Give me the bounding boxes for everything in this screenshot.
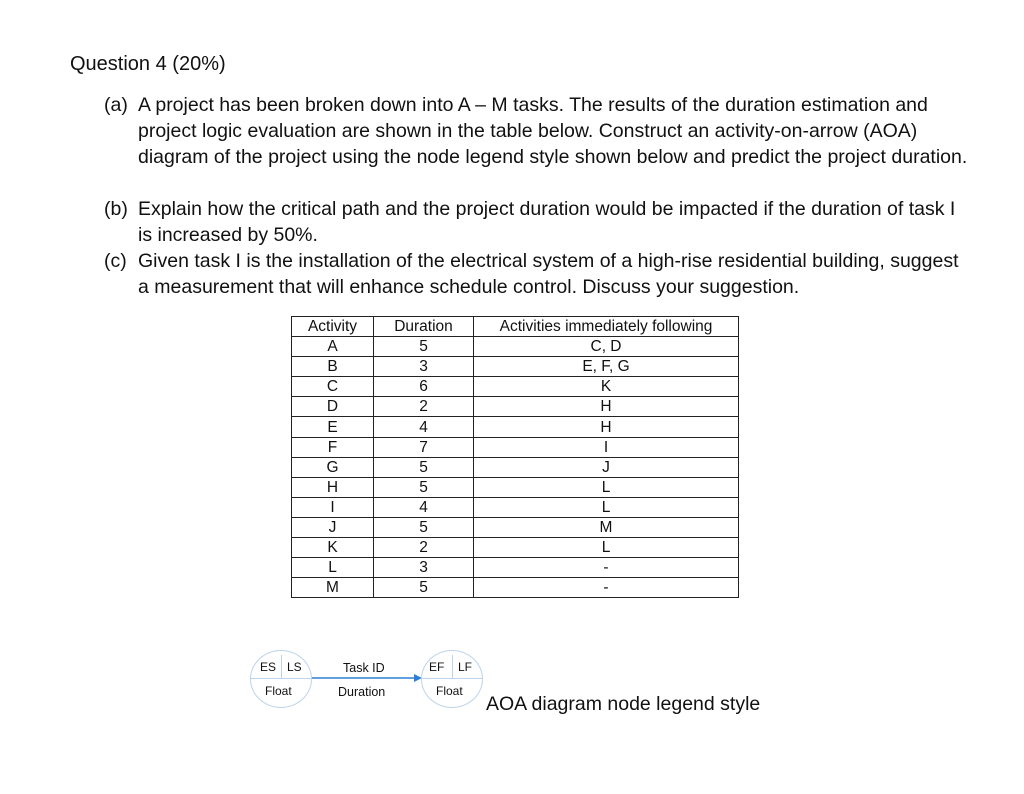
following-cell: L bbox=[474, 538, 739, 558]
duration-cell: 7 bbox=[374, 437, 474, 457]
part-label: (c) bbox=[104, 250, 127, 272]
following-cell: M bbox=[474, 517, 739, 537]
part-label: (b) bbox=[104, 198, 128, 220]
duration-cell: 3 bbox=[374, 357, 474, 377]
duration-label: Duration bbox=[338, 685, 386, 699]
duration-cell: 5 bbox=[374, 457, 474, 477]
following-cell: - bbox=[474, 578, 739, 598]
es-label: ES bbox=[260, 660, 277, 674]
lf-label: LF bbox=[458, 660, 473, 674]
table-row bbox=[292, 357, 739, 377]
column-header-activity: Activity bbox=[292, 317, 374, 337]
duration-cell: 5 bbox=[374, 517, 474, 537]
task-id-label: Task ID bbox=[343, 661, 385, 675]
part-text: Explain how the critical path and the project duration would be impacted if the duration of task I is increased by 50%. bbox=[138, 198, 956, 246]
activity-cell: C bbox=[292, 377, 374, 397]
activity-cell: B bbox=[292, 357, 374, 377]
following-cell: C, D bbox=[474, 337, 739, 357]
activity-cell: H bbox=[292, 477, 374, 497]
float-label: Float bbox=[436, 684, 463, 698]
following-cell: H bbox=[474, 397, 739, 417]
table-row bbox=[292, 538, 739, 558]
start-node bbox=[250, 650, 312, 708]
duration-cell: 5 bbox=[374, 337, 474, 357]
column-header-duration: Duration bbox=[374, 317, 474, 337]
duration-cell: 4 bbox=[374, 497, 474, 517]
table-row bbox=[292, 457, 739, 477]
following-cell: K bbox=[474, 377, 739, 397]
legend-caption: AOA diagram node legend style bbox=[486, 693, 761, 715]
duration-cell: 6 bbox=[374, 377, 474, 397]
end-node bbox=[421, 650, 483, 708]
following-cell: - bbox=[474, 558, 739, 578]
following-cell: J bbox=[474, 457, 739, 477]
duration-cell: 5 bbox=[374, 477, 474, 497]
part-text: A project has been broken down into A – M tasks. The results of the duration estimation and project logic evaluation are shown in the table below. Construct an activity-on-arrow (AOA) diagram of the project using the node legend style shown below and predict the project duration. bbox=[138, 94, 968, 168]
following-cell: H bbox=[474, 417, 739, 437]
float-label: Float bbox=[265, 684, 292, 698]
activity-cell: D bbox=[292, 397, 374, 417]
duration-cell: 3 bbox=[374, 558, 474, 578]
table-row bbox=[292, 437, 739, 457]
question-heading: Question 4 (20%) bbox=[70, 53, 226, 75]
duration-cell: 2 bbox=[374, 538, 474, 558]
part-text: Given task I is the installation of the electrical system of a high-rise residential building, suggest a measurement that will enhance schedule control. Discuss your suggestion. bbox=[138, 250, 959, 298]
activity-cell: L bbox=[292, 558, 374, 578]
table-header-row bbox=[292, 317, 739, 337]
activity-cell: F bbox=[292, 437, 374, 457]
activity-cell: A bbox=[292, 337, 374, 357]
activity-cell: E bbox=[292, 417, 374, 437]
following-cell: E, F, G bbox=[474, 357, 739, 377]
table-row bbox=[292, 497, 739, 517]
following-cell: L bbox=[474, 477, 739, 497]
activity-cell: M bbox=[292, 578, 374, 598]
activity-cell: J bbox=[292, 517, 374, 537]
task-table bbox=[291, 316, 739, 598]
table-row bbox=[292, 477, 739, 497]
duration-cell: 5 bbox=[374, 578, 474, 598]
activity-cell: G bbox=[292, 457, 374, 477]
table-row bbox=[292, 517, 739, 537]
column-header-following: Activities immediately following bbox=[474, 317, 739, 337]
activity-cell: I bbox=[292, 497, 374, 517]
following-cell: L bbox=[474, 497, 739, 517]
table-row bbox=[292, 337, 739, 357]
following-cell: I bbox=[474, 437, 739, 457]
table-row bbox=[292, 417, 739, 437]
table-row bbox=[292, 377, 739, 397]
table-body bbox=[292, 337, 739, 598]
duration-cell: 4 bbox=[374, 417, 474, 437]
ef-label: EF bbox=[429, 660, 445, 674]
table-row bbox=[292, 578, 739, 598]
ls-label: LS bbox=[287, 660, 302, 674]
table-row bbox=[292, 397, 739, 417]
part-label: (a) bbox=[104, 94, 128, 116]
node-legend bbox=[250, 650, 790, 720]
activity-cell: K bbox=[292, 538, 374, 558]
duration-cell: 2 bbox=[374, 397, 474, 417]
table-row bbox=[292, 558, 739, 578]
